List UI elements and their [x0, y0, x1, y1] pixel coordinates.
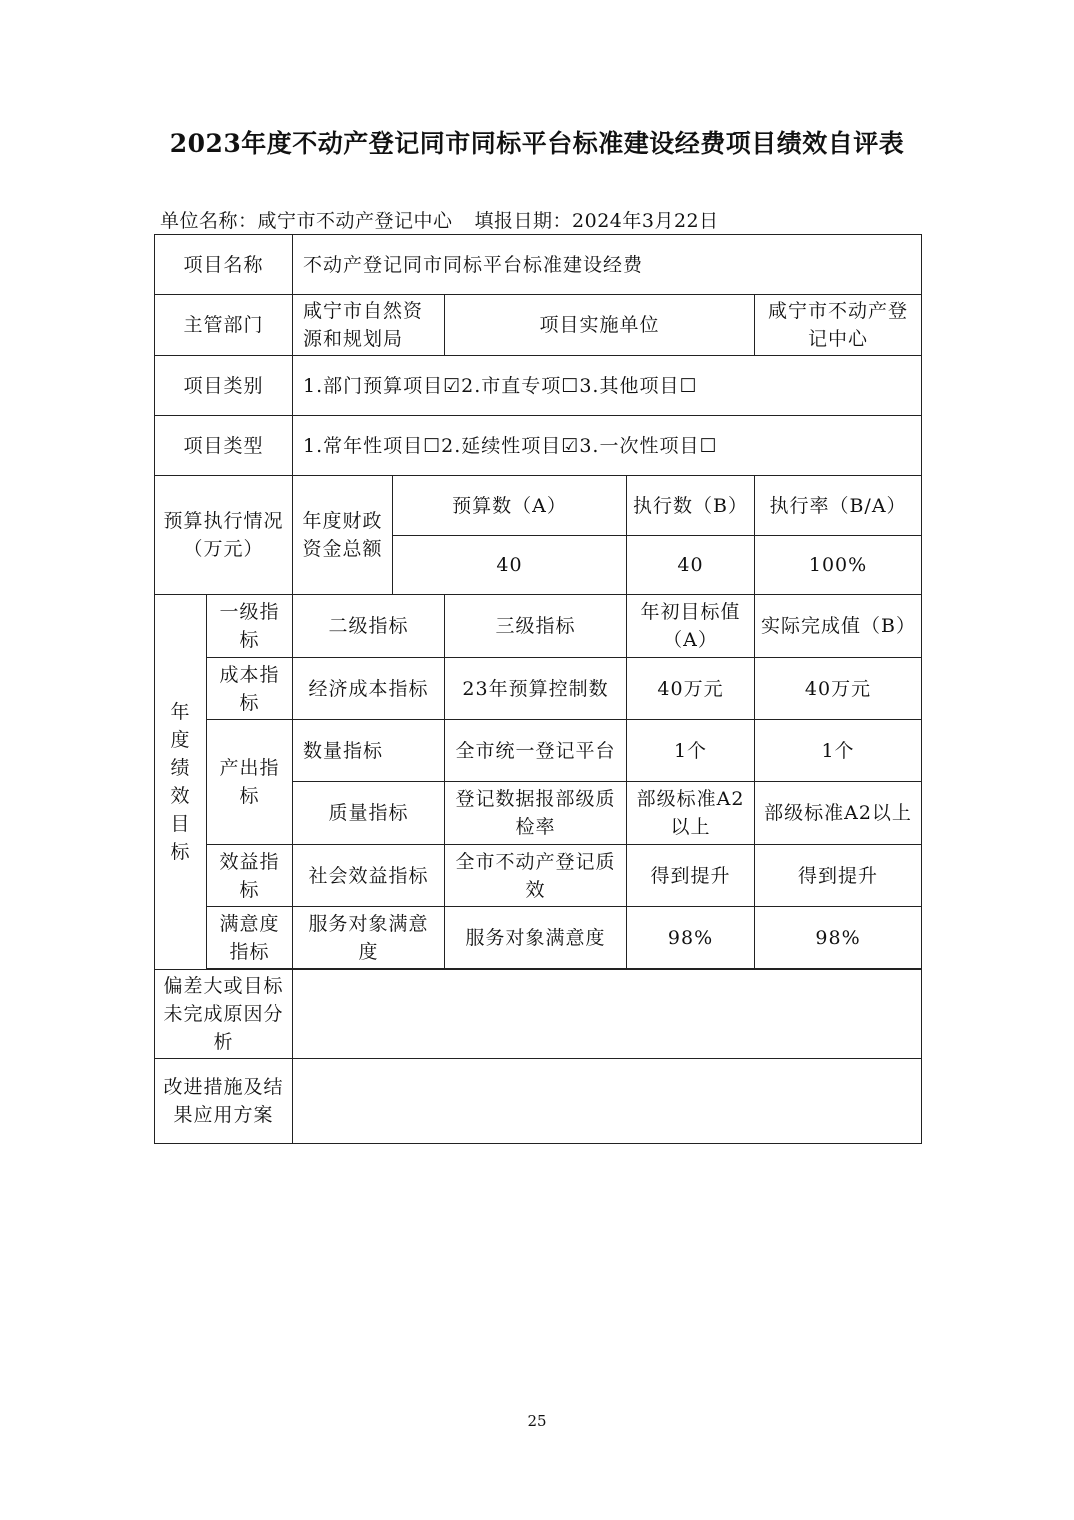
- dept-value: 咸宁市自然资源和规划局: [293, 295, 445, 356]
- performance-side-label: 年 度 绩 效 目 标: [155, 595, 207, 970]
- level3-cell: 服务对象满意度: [445, 907, 627, 969]
- level2-cell: 服务对象满意度: [293, 907, 445, 969]
- unit-info-line: [160, 206, 741, 233]
- category-label: 项目类别: [155, 356, 293, 416]
- header-level1: 一级指标: [207, 595, 293, 658]
- actual-cell: 部级标准A2以上: [755, 782, 922, 845]
- table-row: [155, 720, 922, 782]
- level3-cell: 全市不动产登记质效: [445, 845, 627, 907]
- actual-cell: 得到提升: [755, 845, 922, 907]
- category-value: 1.部门预算项目☑2.市直专项☐3.其他项目☐: [293, 356, 922, 416]
- project-name-label: 项目名称: [155, 235, 293, 295]
- improvement-label: 改进措施及结果应用方案: [155, 1059, 293, 1144]
- fill-date: 填报日期：2024年3月22日: [474, 210, 719, 232]
- table-row: [155, 235, 922, 295]
- table-row: [155, 658, 922, 720]
- level1-benefit: 效益指标: [207, 845, 293, 907]
- table-row: [155, 476, 922, 536]
- level2-cell: 数量指标: [293, 720, 445, 782]
- table-row: [155, 595, 922, 658]
- unit-name: 单位名称：咸宁市不动产登记中心: [160, 210, 453, 232]
- type-label: 项目类型: [155, 416, 293, 476]
- impl-unit-value: 咸宁市不动产登记中心: [755, 295, 922, 356]
- table-row: [155, 416, 922, 476]
- deviation-value: [293, 970, 922, 1059]
- deviation-label: 偏差大或目标未完成原因分析: [155, 970, 293, 1059]
- header-level3: 三级指标: [445, 595, 627, 658]
- budget-value-rate: 100%: [755, 536, 922, 595]
- header-target: 年初目标值（A）: [627, 595, 755, 658]
- table-row: [155, 970, 922, 1059]
- level1-satisfaction: 满意度指标: [207, 907, 293, 969]
- self-evaluation-table: [154, 234, 922, 1144]
- budget-header-rate: 执行率（B/A）: [755, 476, 922, 536]
- table-row: [155, 295, 922, 356]
- actual-cell: 98%: [755, 907, 922, 969]
- level1-output: 产出指标: [207, 720, 293, 845]
- actual-cell: 1个: [755, 720, 922, 782]
- actual-cell: 40万元: [755, 658, 922, 720]
- target-cell: 部级标准A2以上: [627, 782, 755, 845]
- budget-value-a: 40: [393, 536, 627, 595]
- impl-unit-label: 项目实施单位: [445, 295, 755, 356]
- target-cell: 得到提升: [627, 845, 755, 907]
- level3-cell: 23年预算控制数: [445, 658, 627, 720]
- level2-cell: 经济成本指标: [293, 658, 445, 720]
- dept-label: 主管部门: [155, 295, 293, 356]
- level1-cost: 成本指标: [207, 658, 293, 720]
- level2-cell: 社会效益指标: [293, 845, 445, 907]
- level3-cell: 全市统一登记平台: [445, 720, 627, 782]
- target-cell: 1个: [627, 720, 755, 782]
- table-row: [155, 907, 922, 969]
- level3-cell: 登记数据报部级质检率: [445, 782, 627, 845]
- target-cell: 40万元: [627, 658, 755, 720]
- budget-header-b: 执行数（B）: [627, 476, 755, 536]
- page-title: 2023年度不动产登记同市同标平台标准建设经费项目绩效自评表: [169, 129, 905, 158]
- budget-label: 预算执行情况（万元）: [155, 476, 293, 595]
- level2-cell: 质量指标: [293, 782, 445, 845]
- improvement-value: [293, 1059, 922, 1144]
- target-cell: 98%: [627, 907, 755, 969]
- budget-sub-label: 年度财政资金总额: [293, 476, 393, 595]
- type-value: 1.常年性项目☐2.延续性项目☑3.一次性项目☐: [293, 416, 922, 476]
- budget-value-b: 40: [627, 536, 755, 595]
- table-row: [155, 845, 922, 907]
- table-row: [155, 356, 922, 416]
- table-row: [155, 1059, 922, 1144]
- budget-header-a: 预算数（A）: [393, 476, 627, 536]
- header-actual: 实际完成值（B）: [755, 595, 922, 658]
- page-number: 25: [527, 1412, 547, 1430]
- project-name-value: 不动产登记同市同标平台标准建设经费: [293, 235, 922, 295]
- header-level2: 二级指标: [293, 595, 445, 658]
